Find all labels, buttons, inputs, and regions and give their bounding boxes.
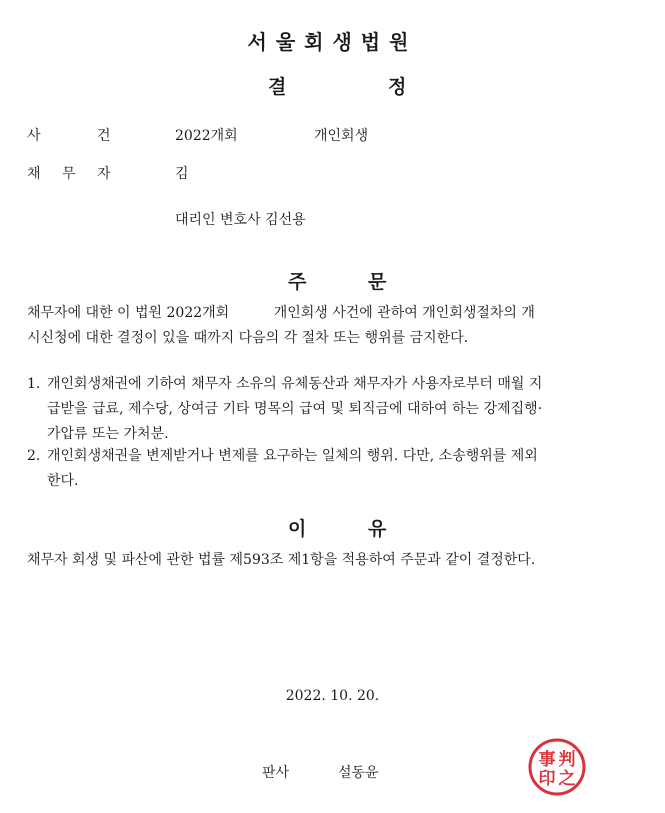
debtor-label-char-3: 자 [97,166,111,182]
order-item-2 [27,444,637,494]
debtor-agent: 대리인 변호사 김선용 [175,212,306,228]
case-type: 개인회생 [314,128,369,144]
case-label-char-1: 사 [27,128,41,144]
reason-text: 채무자 회생 및 파산에 관한 법률 제593조 제1항을 적용하여 주문과 같이 결정한다. [27,552,536,568]
case-number: 2022개회 [175,128,238,144]
judge-title: 판사 [262,765,290,781]
decision-date: 2022. 10. 20. [285,688,380,704]
svg-text:之: 之 [558,769,576,789]
intro-line-1: 채무자에 대한 이 법원 2022개회 개인회생 사건에 관하여 개인회생절차의 개 [27,305,535,321]
reason-heading-char-1: 이 [288,518,307,540]
svg-text:印: 印 [538,769,556,789]
order-item-line: 한다. [47,473,79,489]
intro-line-2: 시신청에 대한 결정이 있을 때까지 다음의 각 절차 또는 행위를 금지한다. [27,330,469,346]
doc-type-char-2: 정 [388,76,407,98]
main-order-intro [27,301,649,351]
order-item-line: 개인회생채권에 기하여 채무자 소유의 유체동산과 채무자가 사용자로부터 매월 지 [47,376,543,392]
order-item-1 [27,372,637,447]
reason-heading-char-2: 유 [368,518,387,540]
doc-type-char-1: 결 [268,76,287,98]
order-item-number: 2. [27,448,41,464]
svg-text:判: 判 [558,750,576,770]
main-order-heading-char-1: 주 [288,271,307,293]
order-item-line: 개인회생채권을 변제받거나 변제를 요구하는 일체의 행위. 다만, 소송행위를 제외 [47,448,538,464]
order-item-line: 가압류 또는 가처분. [47,426,169,442]
main-order-heading-char-2: 문 [368,271,387,293]
order-item-number: 1. [27,376,41,392]
svg-text:事: 事 [538,750,556,770]
debtor-label-char-1: 채 [27,166,41,182]
case-label-char-2: 건 [97,128,111,144]
judge-name: 설동윤 [338,765,379,781]
court-name: 서울회생법원 [247,30,418,54]
debtor-name: 김 [175,166,189,182]
debtor-label-char-2: 무 [62,166,76,182]
official-seal-stamp [527,737,587,797]
order-item-line: 급받을 급료, 제수당, 상여금 기타 명목의 급여 및 퇴직금에 대하여 하는 강제집행· [47,401,543,417]
